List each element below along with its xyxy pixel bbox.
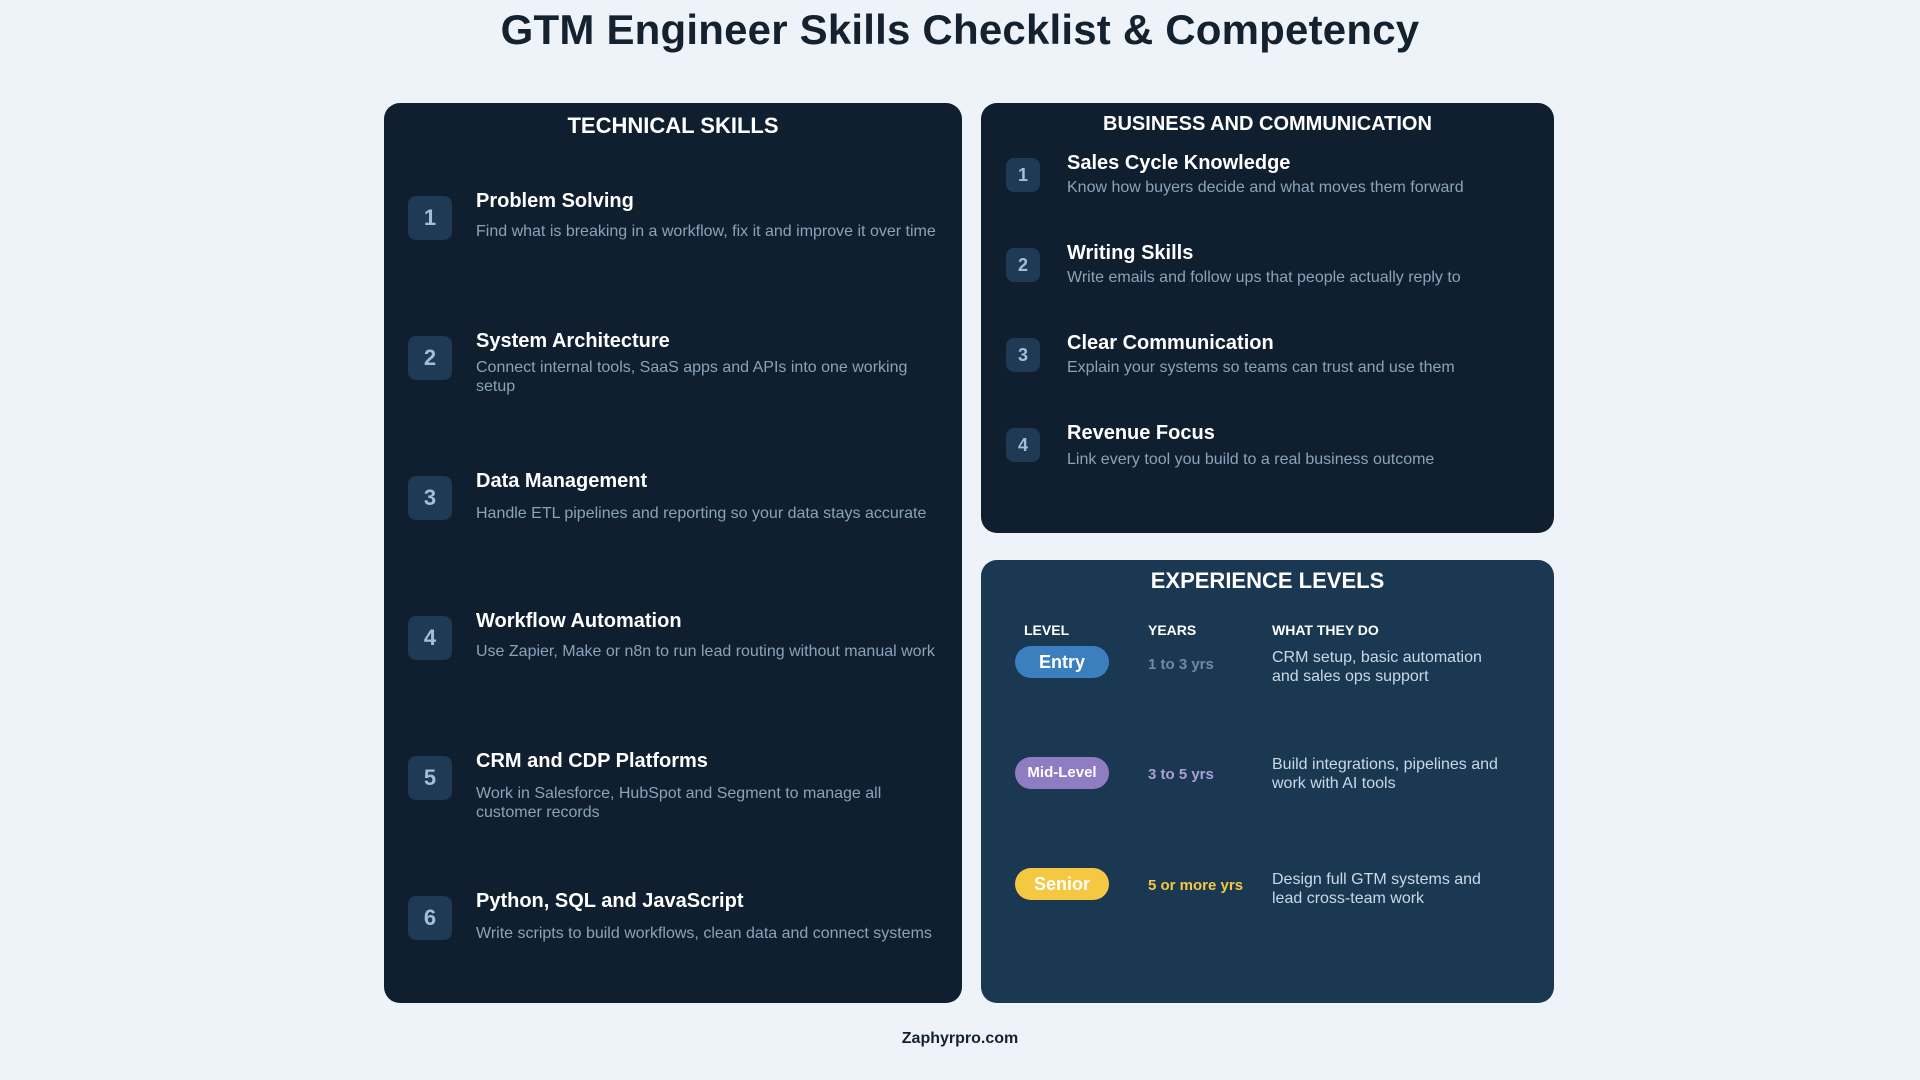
skill-description: Handle ETL pipelines and reporting so your data stays accurate xyxy=(476,505,927,522)
skill-number-badge: 4 xyxy=(408,616,452,660)
business-communication-heading: BUSINESS AND COMMUNICATION xyxy=(1103,113,1432,135)
column-header-what: WHAT THEY DO xyxy=(1272,622,1379,638)
column-header-level: LEVEL xyxy=(1024,622,1070,638)
skill-title: Data Management xyxy=(476,470,648,492)
skill-title: Problem Solving xyxy=(476,190,634,212)
skill-description: Explain your systems so teams can trust and use them xyxy=(1067,359,1455,376)
level-description: Design full GTM systems and lead cross-team work xyxy=(1272,871,1481,907)
skill-title: Python, SQL and JavaScript xyxy=(476,890,744,912)
skill-number-badge: 3 xyxy=(1006,338,1040,372)
skill-number-badge: 6 xyxy=(408,896,452,940)
skill-number-badge: 4 xyxy=(1006,428,1040,462)
level-description: CRM setup, basic automation and sales ops support xyxy=(1272,649,1482,685)
skill-number-badge: 5 xyxy=(408,756,452,800)
technical-skills-card xyxy=(384,103,962,1003)
column-header-years: YEARS xyxy=(1148,622,1197,638)
skill-description: Connect internal tools, SaaS apps and APIs into one working setup xyxy=(476,359,908,395)
skill-title: Workflow Automation xyxy=(476,610,682,632)
business-communication-card xyxy=(981,103,1554,533)
skill-description: Find what is breaking in a workflow, fix it and improve it over time xyxy=(476,223,936,240)
skill-title: Writing Skills xyxy=(1067,242,1194,264)
level-description: Build integrations, pipelines and work with AI tools xyxy=(1272,756,1498,792)
skill-title: CRM and CDP Platforms xyxy=(476,750,708,772)
skill-description: Know how buyers decide and what moves them forward xyxy=(1067,179,1464,196)
skill-description: Use Zapier, Make or n8n to run lead routing without manual work xyxy=(476,643,935,660)
skill-description: Write scripts to build workflows, clean data and connect systems xyxy=(476,925,932,942)
level-pill: Mid-Level xyxy=(1015,757,1109,789)
skill-title: Clear Communication xyxy=(1067,332,1274,354)
level-pill: Entry xyxy=(1015,646,1109,678)
level-pill: Senior xyxy=(1015,868,1109,900)
years-value: 1 to 3 yrs xyxy=(1148,656,1214,673)
footer-website: Zaphyrpro.com xyxy=(901,1030,1019,1047)
skill-number-badge: 1 xyxy=(408,196,452,240)
skill-description: Link every tool you build to a real business outcome xyxy=(1067,451,1435,468)
skill-number-badge: 2 xyxy=(1006,248,1040,282)
page-title: GTM Engineer Skills Checklist & Competency xyxy=(500,6,1420,53)
years-value: 3 to 5 yrs xyxy=(1148,766,1214,783)
skill-number-badge: 1 xyxy=(1006,158,1040,192)
experience-levels-card xyxy=(981,560,1554,1003)
skill-description: Work in Salesforce, HubSpot and Segment to manage all customer records xyxy=(476,785,882,821)
skill-number-badge: 3 xyxy=(408,476,452,520)
skill-title: Revenue Focus xyxy=(1067,422,1215,444)
experience-levels-heading: EXPERIENCE LEVELS xyxy=(1150,568,1385,593)
skill-number-badge: 2 xyxy=(408,336,452,380)
technical-skills-heading: TECHNICAL SKILLS xyxy=(567,113,779,138)
years-value: 5 or more yrs xyxy=(1148,877,1244,894)
skill-title: Sales Cycle Knowledge xyxy=(1067,152,1291,174)
skill-title: System Architecture xyxy=(476,330,670,352)
skill-description: Write emails and follow ups that people actually reply to xyxy=(1067,269,1461,286)
